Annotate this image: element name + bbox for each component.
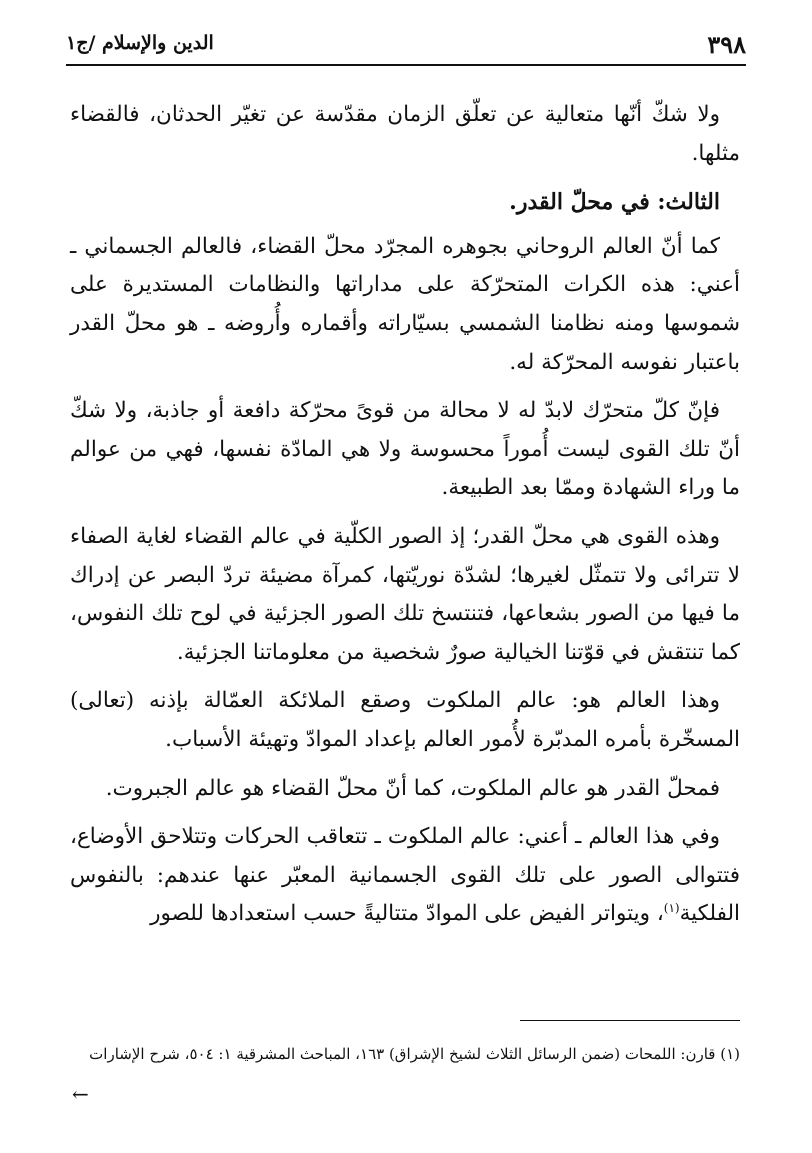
paragraph-7 [70, 818, 740, 934]
running-title: الدين والإسلام /ج١ [66, 32, 214, 54]
footnote: (١) قارن: اللمحات (ضمن الرسائل الثلاث لشيخ الإشراق) ١٦٣، المباحث المشرقية ١: ٥٠٤، شرح الإشارات [89, 1045, 740, 1063]
page-header [66, 26, 746, 66]
paragraph-2: كما أنّ العالم الروحاني بجوهره المجرّد محلّ القضاء، فالعالم الجسماني ـ أعني: هذه الكرات المتحرّكة على مداراتها والنظامات المستديرة على شموسها ومنه نظامنا الشمسي بسيّاراته وأقماره وأُروضه ـ هو محلّ القدر باعتبار نفوسه المحرّكة له. [70, 233, 740, 375]
footnote-divider [520, 1020, 740, 1021]
paragraph-3: فإنّ كلّ متحرّك لابدّ له لا محالة من قوىً محرّكة دافعة أو جاذبة، ولا شكّ أنّ تلك القوى ليست أُموراً محسوسة ولا هي المادّة نفسها، فهي من عوالم ما وراء الشهادة وممّا بعد الطبيعة. [70, 398, 740, 501]
paragraph-1: ولا شكّ أنّها متعالية عن تعلّق الزمان مقدّسة عن تغيّر الحدثان، فالقضاء مثلها. [70, 102, 740, 166]
continuation-arrow-icon: ← [72, 1082, 89, 1106]
footnote-reference[interactable]: (١) [663, 901, 680, 916]
paragraph-5: وهذا العالم هو: عالم الملكوت وصقع الملائكة العمّالة بإذنه (تعالى) المسخّرة بأمره المدبّرة لأُمور العالم بإعداد الموادّ وتهيئة الأسباب. [70, 688, 740, 752]
section-heading: الثالث: في محلّ القدر. [509, 189, 720, 216]
body-text [70, 96, 740, 944]
page-number: ٣٩٨ [707, 30, 746, 59]
paragraph-4: وهذه القوى هي محلّ القدر؛ إذ الصور الكلّية في عالم القضاء لغاية الصفاء لا تترائى ولا تتمثّل لغيرها؛ لشدّة نوريّتها، كمرآة مضيئة تردّ البصر عن إدراك ما فيها من الصور بشعاعها، فتنتسخ تلك الصور الجزئية في لوح تلك النفوس، كما تنتقش في قوّتنا الخيالية صورٌ شخصية من معلوماتنا الجزئية. [70, 523, 740, 665]
paragraph-7-text-end: ، ويتواتر الفيض على الموادّ متتاليةً حسب استعدادها للصور [150, 901, 664, 927]
paragraph-7-text-start: وفي هذا العالم ـ أعني: عالم الملكوت ـ تتعاقب الحركات وتتلاحق الأوضاع، فتتوالى الصور على تلك القوى الجسمانية المعبّر عنها عندهم: بالنفوس الفلكية [70, 824, 740, 927]
paragraph-6: فمحلّ القدر هو عالم الملكوت، كما أنّ محلّ القضاء هو عالم الجبروت. [105, 775, 720, 801]
